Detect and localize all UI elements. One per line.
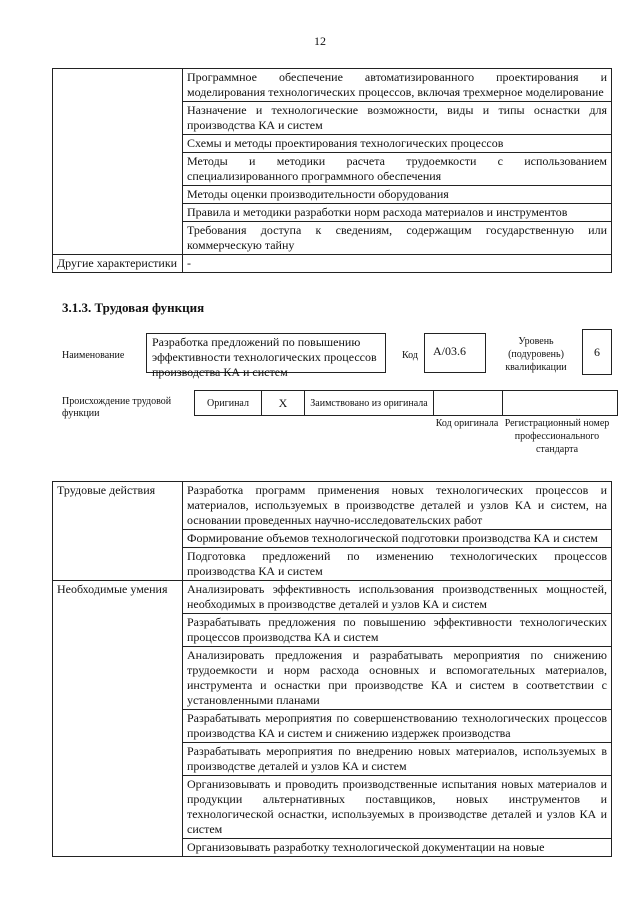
original-mark: X (262, 391, 305, 416)
knowledge-table-continuation (52, 68, 612, 273)
labor-action-item: Разработка программ применения новых технологических процессов и материалов, используемых в производстве деталей и узлов КА и систем, на основании проведенных научно-исследовательских работ (183, 482, 612, 530)
skill-item: Анализировать эффективность использования производственных мощностей, необходимых в производстве деталей и узлов КА и систем (183, 581, 612, 614)
registration-number-caption: Регистрационный номер профессионального стандарта (504, 418, 610, 455)
skill-item: Организовывать и проводить производственные испытания новых материалов и продукции альтернативных поставщиков, новых инструментов и технологической оснастки, используемых в производстве деталей и узлов КА и систем (183, 776, 612, 839)
skill-item: Анализировать предложения и разрабатывать мероприятия по снижению трудоемкости и норм расхода основных и вспомогательных материалов, инструмента и оснастки при производстве КА и систем в соответствии с установленными планами (183, 647, 612, 710)
knowledge-label-cell (53, 69, 183, 255)
knowledge-item: Программное обеспечение автоматизированного проектирования и моделирования технологических процессов, включая трехмерное моделирование (183, 69, 612, 102)
name-label: Наименование (62, 350, 125, 361)
skill-item: Разрабатывать мероприятия по внедрению новых материалов, используемых в производстве деталей и узлов КА и систем (183, 743, 612, 776)
knowledge-item: Требования доступа к сведениям, содержащим государственную или коммерческую тайну (183, 222, 612, 255)
labor-action-item: Формирование объемов технологической подготовки производства КА и систем (183, 530, 612, 548)
origin-table (194, 390, 618, 416)
qualification-level-box: 6 (582, 329, 612, 375)
registration-number-cell (503, 391, 618, 416)
skill-item: Организовывать разработку технологической документации на новые (183, 839, 612, 857)
skills-label: Необходимые умения (53, 581, 183, 857)
original-code-caption: Код оригинала (435, 418, 499, 429)
skill-item: Разрабатывать предложения по повышению эффективности технологических процессов производства КА и систем (183, 614, 612, 647)
original-code-cell (434, 391, 503, 416)
original-label: Оригинал (195, 391, 262, 416)
knowledge-item: Схемы и методы проектирования технологических процессов (183, 135, 612, 153)
section-heading: 3.1.3. Трудовая функция (62, 300, 205, 315)
knowledge-item: Методы и методики расчета трудоемкости с использованием специализированного программного обеспечения (183, 153, 612, 186)
code-box: A/03.6 (424, 333, 486, 373)
code-label: Код (402, 350, 418, 361)
page-number: 12 (314, 34, 326, 48)
labor-actions-label: Трудовые действия (53, 482, 183, 581)
knowledge-item: Назначение и технологические возможности, виды и типы оснастки для производства КА и систем (183, 102, 612, 135)
qualification-level-label: Уровень (подуровень) квалификации (505, 336, 567, 373)
other-characteristics-label: Другие характеристики (53, 255, 183, 273)
knowledge-item: Методы оценки производительности оборудования (183, 186, 612, 204)
borrowed-label: Заимствовано из оригинала (305, 391, 434, 416)
other-characteristics-value: - (183, 255, 612, 273)
function-name-box: Разработка предложений по повышению эффективности технологических процессов производства КА и систем (146, 333, 386, 373)
origin-label: Происхождение трудовой функции (62, 396, 172, 419)
labor-action-item: Подготовка предложений по изменению технологических процессов производства КА и систем (183, 548, 612, 581)
function-details-table (52, 481, 612, 857)
skill-item: Разрабатывать мероприятия по совершенствованию технологических процессов производства КА и систем и снижению издержек производства (183, 710, 612, 743)
knowledge-item: Правила и методики разработки норм расхода материалов и инструментов (183, 204, 612, 222)
